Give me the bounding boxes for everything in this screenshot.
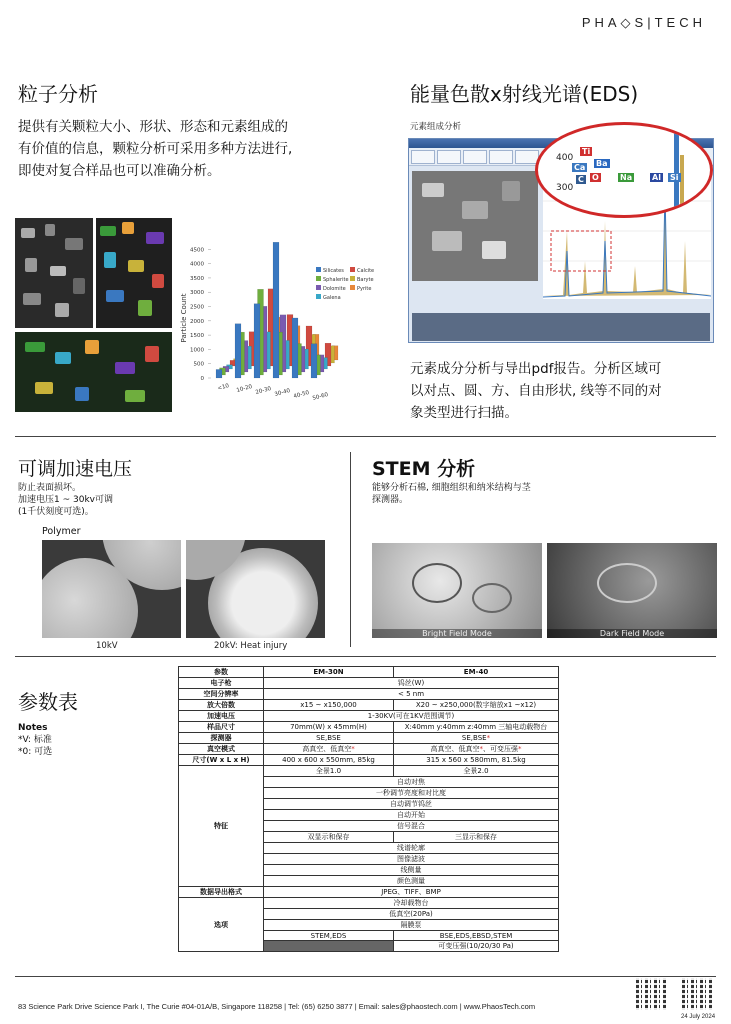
particle-count-chart <box>178 228 383 423</box>
company-logo: PHA◇S|TECH <box>581 15 706 30</box>
table-row <box>179 898 559 909</box>
stem-line: 探测器。 <box>372 495 409 505</box>
table-row <box>179 755 559 766</box>
toolbar-button[interactable] <box>411 150 435 164</box>
peak-label-ti: Ti <box>582 147 591 156</box>
table-cell: 样品尺寸 <box>179 722 264 733</box>
table-cell: EM-30N <box>264 667 394 678</box>
toolbar-button[interactable] <box>463 150 487 164</box>
table-cell: 颜色测量 <box>264 876 559 887</box>
table-cell: 可变压强(10/20/30 Pa) <box>394 941 559 952</box>
chart-bar <box>273 242 279 378</box>
x-tick-label: 40-50 <box>292 389 310 400</box>
table-row <box>179 887 559 898</box>
table-cell: 315 x 560 x 580mm, 81.5kg <box>394 755 559 766</box>
polymer-20kv-image <box>186 540 325 638</box>
table-cell: 线谱轮廓 <box>264 843 559 854</box>
peak-label-si: Si <box>670 173 679 182</box>
legend-swatch <box>316 267 321 272</box>
chart-bar <box>311 344 317 378</box>
y-tick-label: 2500 <box>190 304 204 311</box>
eds-sem-image <box>412 171 538 281</box>
eds-line: 以对点、圆、方、自由形状, 线等不同的对 <box>410 383 662 399</box>
legend-swatch <box>316 294 321 299</box>
toolbar-button[interactable] <box>437 150 461 164</box>
table-cell: 400 x 600 x 550mm, 85kg <box>264 755 394 766</box>
toolbar-button[interactable] <box>489 150 513 164</box>
legend-swatch <box>316 285 321 290</box>
y-tick-label: 3500 <box>190 275 204 282</box>
chart-bar <box>216 369 222 378</box>
table-cell: 冷却载物台 <box>264 898 559 909</box>
legend-label: Dolomite <box>323 286 346 292</box>
caption-dark-field: Dark Field Mode <box>547 629 717 638</box>
note-item: *V: 标准 <box>18 735 52 745</box>
axis-tick: 400 <box>556 153 574 163</box>
chart-bar <box>254 304 260 378</box>
table-cell: 全景1.0 <box>264 766 394 777</box>
caption-10kv: 10kV <box>96 641 118 651</box>
axis-tick: 300 <box>556 183 574 193</box>
voltage-line: 防止表面损坏。 <box>18 483 82 493</box>
table-cell: 电子枪 <box>179 678 264 689</box>
x-tick-label: 50-60 <box>311 391 329 402</box>
notes-title: Notes <box>18 723 48 733</box>
footer-date: 24 July 2024 <box>681 1014 716 1020</box>
caption-20kv: 20kV: Heat injury <box>214 641 288 651</box>
voltage-line: (1千伏刻度可选)。 <box>18 507 94 517</box>
table-row <box>179 700 559 711</box>
y-tick-label: 1500 <box>190 333 204 340</box>
eds-line: 象类型进行扫描。 <box>410 405 518 421</box>
y-axis-label: Particle Count <box>180 293 188 343</box>
y-tick-label: 4000 <box>190 261 204 268</box>
peak-label-o: O <box>592 173 599 182</box>
eds-line: 元素成分分析与导出pdf报告。分析区域可 <box>410 361 662 377</box>
y-tick-label: 1000 <box>190 347 204 354</box>
y-tick-label: 500 <box>193 361 204 368</box>
stem-line: 能够分析石棉, 细胞组织和纳米结构与茎 <box>372 483 531 493</box>
table-row <box>179 689 559 700</box>
legend-swatch <box>350 285 355 290</box>
table-cell: 1-30KV(可在1KV范围调节) <box>264 711 559 722</box>
table-cell: 参数 <box>179 667 264 678</box>
table-cell: x15 ~ x150,000 <box>264 700 394 711</box>
voltage-title: 可调加速电压 <box>18 458 133 480</box>
table-cell: 空间分辨率 <box>179 689 264 700</box>
caption-bright-field: Bright Field Mode <box>372 629 542 638</box>
particle-line: 即使对复合样品也可以准确分析。 <box>18 163 221 179</box>
particle-bse-image <box>15 218 93 328</box>
y-tick-label: 4500 <box>190 247 204 254</box>
y-tick-label: 2000 <box>190 318 204 325</box>
table-cell: 隔膜泵 <box>264 920 559 931</box>
table-cell: SE,BSE* <box>394 733 559 744</box>
table-cell: STEM,EDS <box>264 931 394 941</box>
legend-swatch <box>350 276 355 281</box>
table-cell: 加速电压 <box>179 711 264 722</box>
particle-description <box>18 116 378 182</box>
eds-magnified-peaks <box>535 122 713 218</box>
table-cell: BSE,EDS,EBSD,STEM <box>394 931 559 941</box>
table-row <box>179 722 559 733</box>
table-cell: 真空模式 <box>179 744 264 755</box>
peak-label-ca: Ca <box>574 163 586 172</box>
table-cell: JPEG、TIFF、BMP <box>264 887 559 898</box>
stem-bright-field-image <box>372 543 542 638</box>
legend-swatch <box>316 276 321 281</box>
x-tick-label: <10 <box>216 383 230 392</box>
table-cell: 高真空、低真空*、可变压强* <box>394 744 559 755</box>
table-cell: X:40mm y:40mm z:40mm 三轴电动载物台 <box>394 722 559 733</box>
table-row <box>179 678 559 689</box>
table-cell: 放大倍数 <box>179 700 264 711</box>
polymer-label: Polymer <box>42 526 81 537</box>
peak-label-c: C <box>578 175 584 184</box>
spec-table-grid <box>178 666 559 952</box>
x-tick-label: 20-30 <box>254 385 272 396</box>
legend-label: Pyrite <box>357 286 372 292</box>
particle-color-image <box>96 218 172 328</box>
eds-results-table <box>412 313 710 341</box>
stem-title: STEM 分析 <box>372 458 476 480</box>
voltage-description <box>18 482 113 518</box>
table-cell: 70mm(W) x 45mm(H) <box>264 722 394 733</box>
table-cell: 自动对焦 <box>264 777 559 788</box>
table-cell <box>264 941 394 952</box>
particle-line: 提供有关颗粒大小、形状、形态和元素组成的 <box>18 119 288 135</box>
table-cell: 选项 <box>179 898 264 952</box>
table-cell: 双显示和保存 <box>264 832 394 843</box>
table-row <box>179 711 559 722</box>
x-tick-label: 10-20 <box>235 383 253 394</box>
table-cell: 信号混合 <box>264 821 559 832</box>
polymer-10kv-image <box>42 540 181 638</box>
table-row <box>179 766 559 777</box>
x-tick-label: 30-40 <box>273 387 291 398</box>
table-cell: 探测器 <box>179 733 264 744</box>
table-cell: 一秒调节亮度和对比度 <box>264 788 559 799</box>
table-row <box>179 667 559 678</box>
spec-table <box>178 666 559 952</box>
eds-description <box>410 358 720 424</box>
table-cell: 图像滤波 <box>264 854 559 865</box>
table-cell: 自动调节钨丝 <box>264 799 559 810</box>
particle-map-image <box>15 332 172 412</box>
legend-label: Sphalerite <box>323 277 349 283</box>
notes-list <box>18 734 52 758</box>
table-cell: < 5 nm <box>264 689 559 700</box>
table-cell: 三显示和保存 <box>394 832 559 843</box>
particle-line: 有价值的信息，颗粒分析可采用多种方法进行, <box>18 141 293 157</box>
table-cell: 数据导出格式 <box>179 887 264 898</box>
chart-bar <box>292 318 298 378</box>
table-cell: 高真空、低真空* <box>264 744 394 755</box>
table-cell: 尺寸(W x L x H) <box>179 755 264 766</box>
table-cell: SE,BSE <box>264 733 394 744</box>
column-divider <box>350 452 351 647</box>
footer-address: 83 Science Park Drive Science Park I, The Curie #04-01A/B, Singapore 118258 | Tel: (65) 6250 3877 | Email: sales@phaostech.com | www.PhaosTech.com <box>18 1002 536 1011</box>
table-cell: EM-40 <box>394 667 559 678</box>
spec-title: 参数表 <box>18 690 78 714</box>
stem-dark-field-image <box>547 543 717 638</box>
table-row <box>179 744 559 755</box>
chart-bar <box>235 324 241 378</box>
qr-code-icon[interactable] <box>682 978 714 1010</box>
footer-divider <box>15 976 716 977</box>
peak-label-na: Na <box>620 173 633 182</box>
legend-label: Silicates <box>323 268 344 274</box>
y-tick-label: 3000 <box>190 290 204 297</box>
table-cell: 线侧量 <box>264 865 559 876</box>
table-cell: 全景2.0 <box>394 766 559 777</box>
table-cell: X20 ~ x250,000(数字缩放x1 ~x12) <box>394 700 559 711</box>
eds-title: 能量色散x射线光谱(EDS) <box>410 82 639 106</box>
note-item: *0: 可选 <box>18 747 53 757</box>
peak-label-ba: Ba <box>596 159 608 168</box>
table-row <box>179 733 559 744</box>
qr-code-icon[interactable] <box>636 978 668 1010</box>
table-cell: 自动开始 <box>264 810 559 821</box>
table-cell: 低真空(20Pa) <box>264 909 559 920</box>
table-cell: 钨丝(W) <box>264 678 559 689</box>
particle-title: 粒子分析 <box>18 82 98 106</box>
table-cell: 特征 <box>179 766 264 887</box>
section-divider <box>15 656 716 657</box>
legend-swatch <box>350 267 355 272</box>
legend-label: Galena <box>323 295 341 301</box>
voltage-line: 加速电压1 ~ 30kv可调 <box>18 495 113 505</box>
y-tick-label: 0 <box>200 376 204 382</box>
peak-label-al: Al <box>652 173 661 182</box>
stem-description <box>372 482 531 506</box>
legend-label: Calcite <box>357 268 375 274</box>
section-divider <box>15 436 716 437</box>
legend-label: Baryte <box>357 277 374 283</box>
eds-subtitle: 元素组成分析 <box>410 122 462 132</box>
